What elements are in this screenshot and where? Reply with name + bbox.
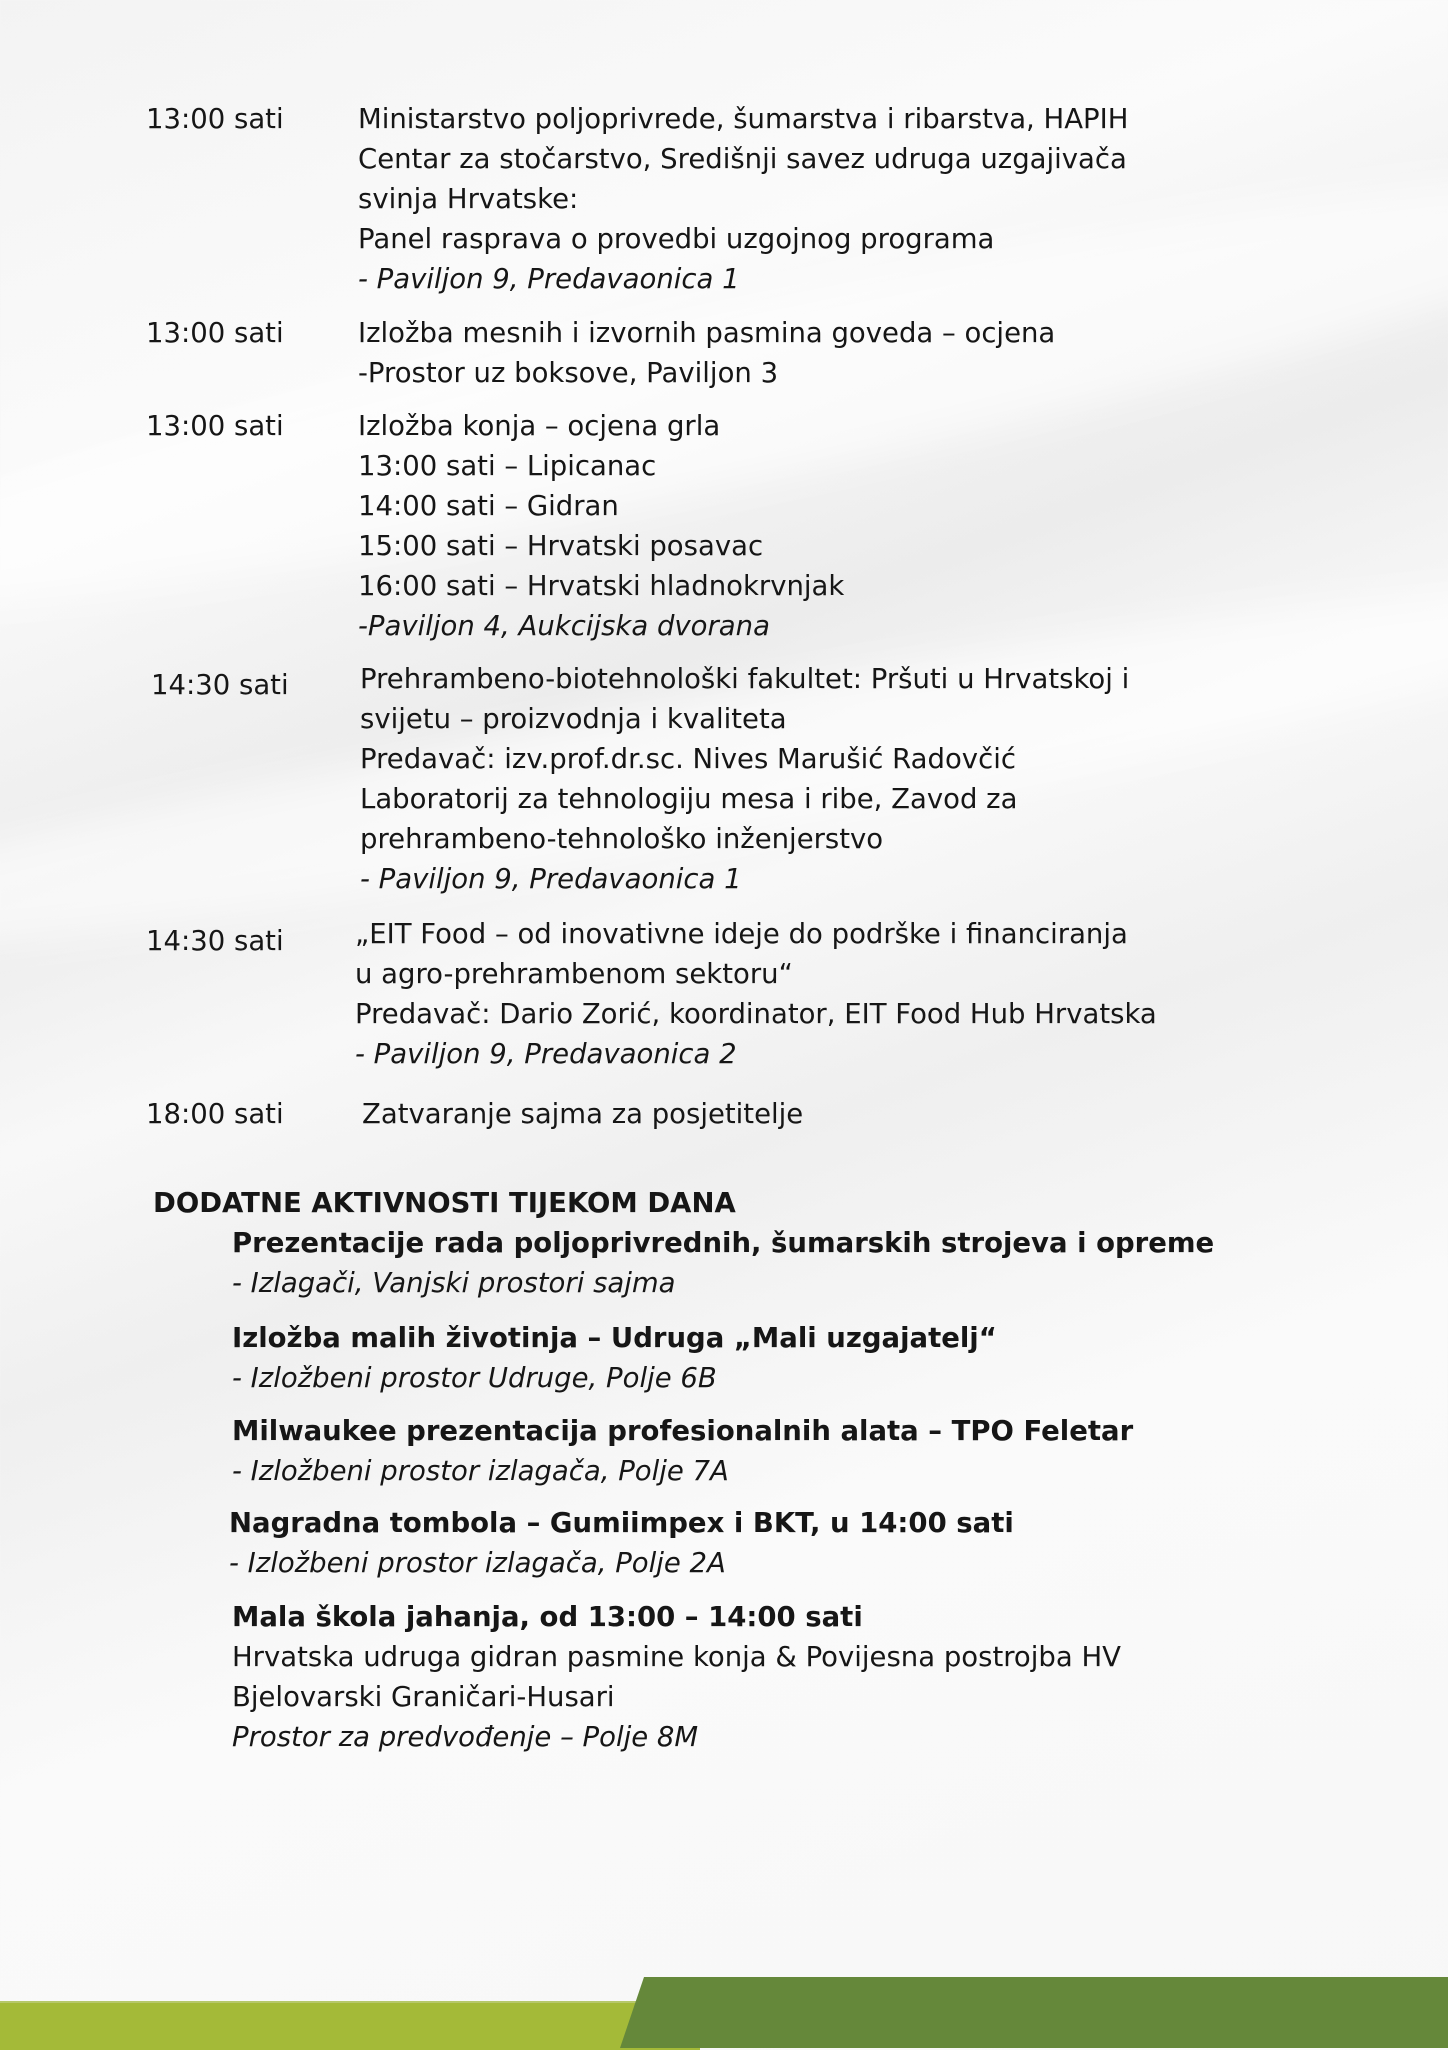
activity-title: Mala škola jahanja, od 13:00 – 14:00 sati xyxy=(232,1601,863,1633)
entry-line: Izložba mesnih i izvornih pasmina goveda – ocjena xyxy=(358,317,1056,349)
entry-line: svijetu – proizvodnja i kvaliteta xyxy=(360,703,787,735)
entry-location: - Paviljon 9, Predavaonica 1 xyxy=(358,263,740,295)
entry-line: „EIT Food – od inovativne ideje do podrške i financiranja xyxy=(355,918,1128,950)
entry-body xyxy=(360,659,1129,899)
entry-line: Ministarstvo poljoprivrede, šumarstva i ribarstva, HAPIH xyxy=(358,103,1129,135)
activity-item xyxy=(229,1503,1014,1583)
entry-time: 13:00 sati xyxy=(146,317,284,349)
activity-location: Prostor za predvođenje – Polje 8M xyxy=(232,1721,699,1753)
entry-line: Prehrambeno-biotehnološki fakultet: Pršuti u Hrvatskoj i xyxy=(360,663,1130,695)
entry-body xyxy=(358,406,844,646)
activity-item xyxy=(232,1223,1214,1303)
entry-line: 14:00 sati – Gidran xyxy=(358,490,619,522)
entry-body xyxy=(358,313,1055,393)
entry-line: svinja Hrvatske: xyxy=(358,183,579,215)
activity-title: Prezentacije rada poljoprivrednih, šumarskih strojeva i opreme xyxy=(232,1227,1215,1259)
activity-item xyxy=(232,1318,997,1398)
entry-line: Centar za stočarstvo, Središnji savez udruga uzgajivača xyxy=(358,143,1127,175)
activity-location: - Izložbeni prostor izlagača, Polje 7A xyxy=(232,1455,729,1487)
entry-line: Panel rasprava o provedbi uzgojnog programa xyxy=(358,223,995,255)
entry-body xyxy=(355,914,1157,1074)
entry-line: 16:00 sati – Hrvatski hladnokrvnjak xyxy=(358,570,845,602)
entry-time: 13:00 sati xyxy=(146,410,284,442)
activity-title: Milwaukee prezentacija profesionalnih alata – TPO Feletar xyxy=(232,1415,1134,1447)
entry-line: 15:00 sati – Hrvatski posavac xyxy=(358,530,764,562)
activity-item xyxy=(232,1411,1133,1491)
entry-line: prehrambeno-tehnološko inženjerstvo xyxy=(360,823,884,855)
activity-title: Nagradna tombola – Gumiimpex i BKT, u 14:00 sati xyxy=(229,1507,1014,1539)
entry-time: 18:00 sati xyxy=(146,1098,284,1130)
entry-body xyxy=(358,99,1128,299)
activity-item xyxy=(232,1597,1121,1757)
activity-location: - Izlagači, Vanjski prostori sajma xyxy=(232,1267,676,1299)
entry-line: Izložba konja – ocjena grla xyxy=(358,410,721,442)
activity-location: - Izložbeni prostor Udruge, Polje 6B xyxy=(232,1362,717,1394)
activity-location: - Izložbeni prostor izlagača, Polje 2A xyxy=(229,1547,726,1579)
entry-line: Predavač: Dario Zorić, koordinator, EIT Food Hub Hrvatska xyxy=(355,998,1157,1030)
footer-bar-dark xyxy=(620,1977,1448,2048)
entry-time: 14:30 sati xyxy=(151,669,289,701)
entry-line: u agro-prehrambenom sektoru“ xyxy=(355,958,793,990)
activity-line: Bjelovarski Graničari-Husari xyxy=(232,1681,615,1713)
entry-body xyxy=(362,1094,803,1134)
entry-line: Predavač: izv.prof.dr.sc. Nives Marušić Radovčić xyxy=(360,743,1016,775)
entry-location: - Paviljon 9, Predavaonica 1 xyxy=(360,863,742,895)
activity-title: Izložba malih životinja – Udruga „Mali uzgajatelj“ xyxy=(232,1322,997,1354)
activity-line: Hrvatska udruga gidran pasmine konja & Povijesna postrojba HV xyxy=(232,1641,1121,1673)
entry-line: Laboratorij za tehnologiju mesa i ribe, Zavod za xyxy=(360,783,1018,815)
footer-bar-light xyxy=(0,2001,700,2050)
entry-location: -Paviljon 4, Aukcijska dvorana xyxy=(358,610,770,642)
entry-line: 13:00 sati – Lipicanac xyxy=(358,450,657,482)
entry-line: -Prostor uz boksove, Paviljon 3 xyxy=(358,357,779,389)
entry-line: Zatvaranje sajma za posjetitelje xyxy=(362,1098,804,1130)
entry-time: 14:30 sati xyxy=(146,925,284,957)
entry-location: - Paviljon 9, Predavaonica 2 xyxy=(355,1038,737,1070)
entry-time: 13:00 sati xyxy=(146,103,284,135)
section-heading: DODATNE AKTIVNOSTI TIJEKOM DANA xyxy=(153,1187,736,1219)
